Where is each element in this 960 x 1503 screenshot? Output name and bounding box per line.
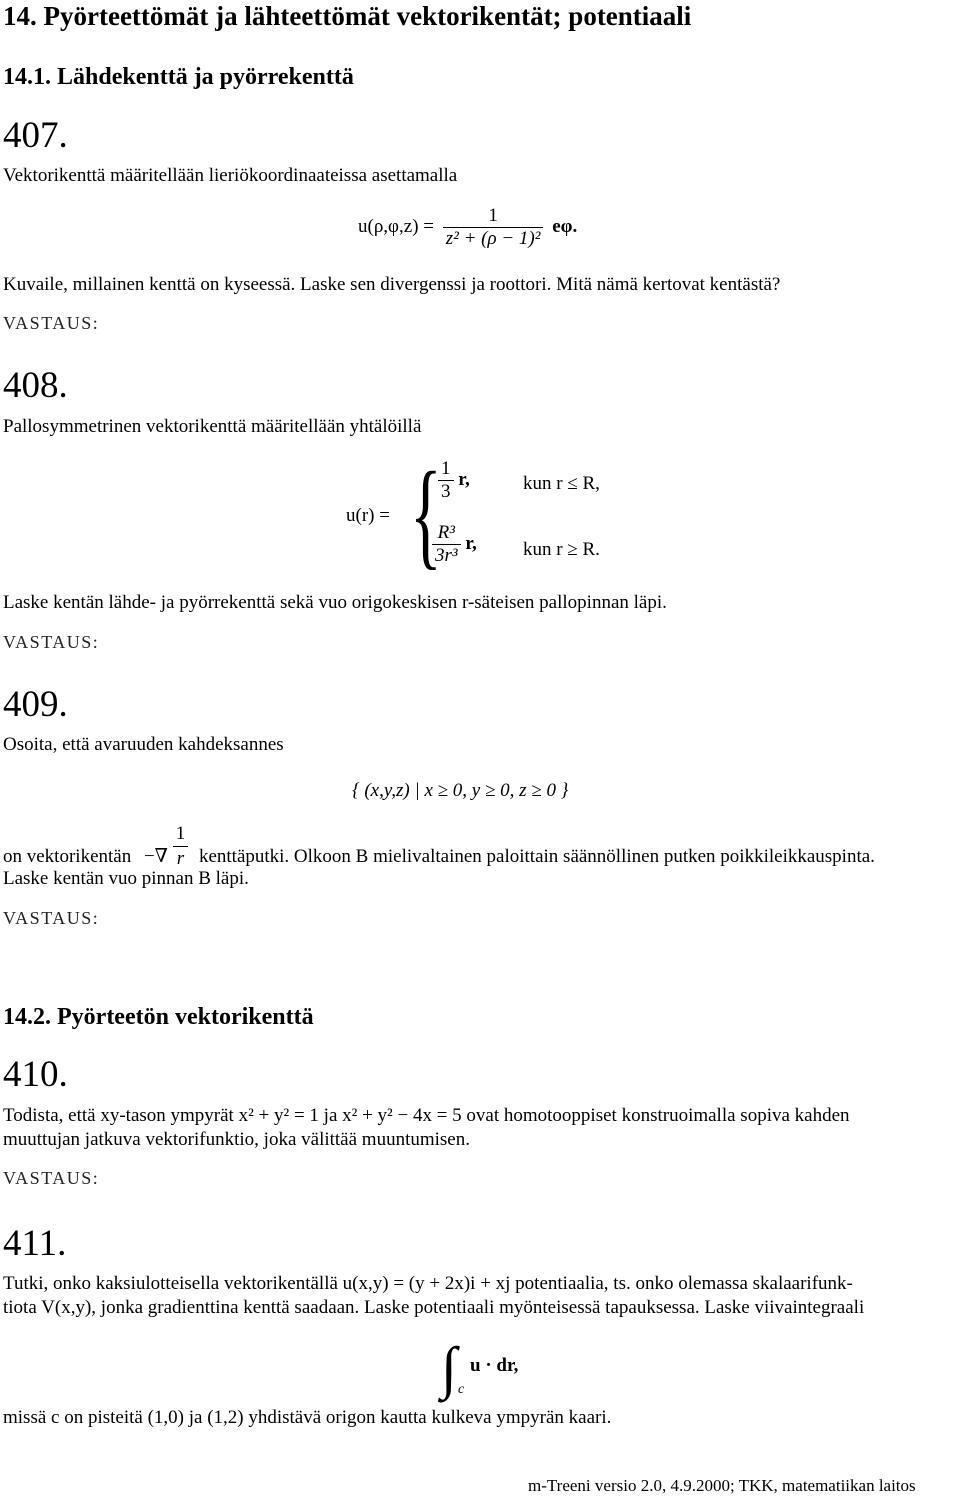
problem-410-line-2: muuttujan jatkuva vektorifunktio, joka välittää muuntumisen.: [3, 1129, 470, 1150]
piecewise-lhs: u(r) =: [346, 505, 390, 526]
equation-fraction: [443, 205, 544, 250]
case-2-numerator: R³: [437, 522, 455, 543]
problem-409-line-2: Laske kentän vuo pinnan B läpi.: [3, 868, 249, 889]
section-heading-14-1: 14.1. Lähdekenttä ja pyörrekenttä: [3, 64, 354, 90]
integral-sign: ∫: [441, 1335, 457, 1400]
problem-407-equation: [358, 205, 577, 250]
integrand: u · dr,: [470, 1355, 519, 1376]
left-brace: {: [410, 447, 442, 580]
problem-411-line-2: tiota V(x,y), jonka gradienttina kenttä saadaan. Laske potentiaali myönteisessä tapauksessa. Laske viivaintegraali: [3, 1297, 865, 1318]
problem-407-intro: Vektorikenttä määritellään lieriökoordinaateissa asettamalla: [3, 165, 458, 186]
answer-label-410: VASTAUS:: [3, 1168, 100, 1188]
case-1-denominator: 3: [438, 480, 454, 503]
problem-409-line-1: [3, 822, 875, 871]
line-1-start: on vektorikentän: [3, 846, 132, 867]
case-1-fraction: [438, 458, 454, 503]
equation-rhs: eφ.: [552, 215, 578, 237]
gradient-denominator: r: [173, 846, 189, 871]
fraction-denominator: z² + (ρ − 1)²: [443, 227, 544, 250]
case-2-fraction: [432, 522, 461, 567]
problem-408-question: Laske kentän lähde- ja pyörrekenttä sekä vuo origokeskisen r-säteisen pallopinnan läpi.: [3, 592, 667, 613]
problem-411-line-1: Tutki, onko kaksiulotteisella vektorikentällä u(x,y) = (y + 2x)i + xj potentiaalia, ts. onko olemassa skalaarifunk-: [3, 1273, 853, 1294]
problem-number-410: 410.: [3, 1054, 68, 1095]
gradient-fraction: [173, 822, 189, 871]
case-1-condition: kun r ≤ R,: [523, 473, 600, 494]
gradient-numerator: 1: [175, 823, 186, 844]
problem-number-409: 409.: [3, 684, 68, 725]
case-2-denominator: 3r³: [432, 544, 461, 567]
footer-text: m-Treeni versio 2.0, 4.9.2000; TKK, matematiikan laitos: [528, 1476, 916, 1495]
equation-lhs: u(ρ,φ,z) =: [358, 215, 434, 237]
answer-label-407: VASTAUS:: [3, 313, 100, 333]
problem-407-question: Kuvaile, millainen kenttä on kyseessä. Laske sen divergenssi ja roottori. Mitä nämä kertovat kentästä?: [3, 274, 781, 295]
problem-number-411: 411.: [3, 1223, 67, 1264]
fraction-numerator: 1: [488, 205, 498, 226]
problem-410-line-1: Todista, että xy-tason ympyrät x² + y² = 1 ja x² + y² − 4x = 5 ovat homotooppiset konstruoimalla sopiva kahden: [3, 1105, 850, 1126]
line-1-end: kenttäputki. Olkoon B mielivaltainen paloittain säännöllinen putken poikkileikkauspinta.: [198, 846, 875, 867]
page-title: 14. Pyörteettömät ja lähteettömät vektorikentät; potentiaali: [3, 1, 692, 31]
answer-label-409: VASTAUS:: [3, 908, 100, 928]
case-1-numerator: 1: [441, 458, 451, 479]
case-2-condition: kun r ≥ R.: [523, 539, 600, 560]
problem-409-intro: Osoita, että avaruuden kahdeksannes: [3, 734, 284, 755]
answer-label-408: VASTAUS:: [3, 632, 100, 652]
problem-411-line-3: missä c on pisteitä (1,0) ja (1,2) yhdistävä origon kautta kulkeva ympyrän kaari.: [3, 1407, 612, 1428]
problem-number-407: 407.: [3, 115, 68, 156]
octant-set: { (x,y,z) | x ≥ 0, y ≥ 0, z ≥ 0 }: [352, 780, 569, 801]
gradient-operator: −∇: [143, 846, 168, 867]
integral-subscript: c: [458, 1382, 465, 1397]
problem-number-408: 408.: [3, 365, 68, 406]
case-1-vector: r,: [458, 468, 470, 490]
problem-408-intro: Pallosymmetrinen vektorikenttä määritellään yhtälöillä: [3, 416, 422, 437]
piecewise-case-1: [438, 458, 470, 503]
case-2-vector: r,: [465, 532, 477, 554]
section-heading-14-2: 14.2. Pyörteetön vektorikenttä: [3, 1004, 314, 1030]
piecewise-case-2: [432, 522, 477, 567]
